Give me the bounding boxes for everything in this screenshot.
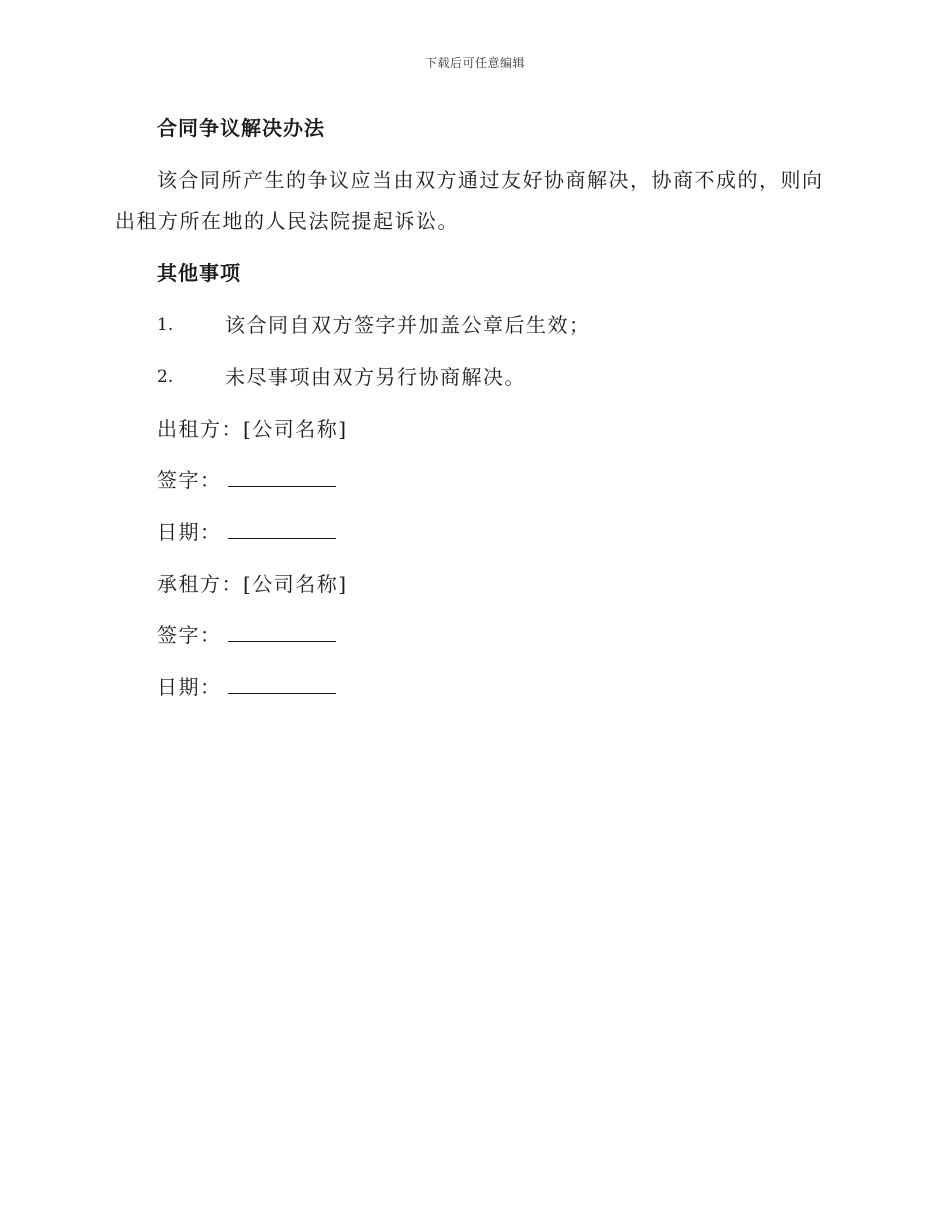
lessor-signature-row [157,466,336,494]
lessor-date-label: 日期： [157,520,222,544]
header-note: 下载后可任意编辑 [424,56,525,70]
other-heading: 其他事项 [157,261,241,285]
lessee-signature-label: 签字： [157,623,222,647]
lessor-label: 出租方：[公司名称] [157,417,348,441]
lessee-signature-row [157,621,336,649]
dispute-paragraph-line-1: 该合同所产生的争议应当由双方通过友好协商解决，协商不成的，则向 [157,168,824,192]
dispute-heading: 合同争议解决办法 [157,116,325,140]
lessor-signature-blank [228,466,336,487]
lessor-date-blank [228,518,336,539]
dispute-paragraph-line-2: 出租方所在地的人民法院提起诉讼。 [115,209,459,233]
item-number-2: 2. [157,367,174,387]
lessee-signature-blank [228,621,336,642]
lessee-date-row [157,673,336,701]
lessee-date-label: 日期： [157,675,222,699]
item-number-1: 1. [157,315,174,335]
lessee-label: 承租方：[公司名称] [157,572,348,596]
lessor-date-row [157,518,336,546]
item-text-1: 该合同自双方签字并加盖公章后生效； [225,313,591,337]
item-text-2: 未尽事项由双方另行协商解决。 [225,365,526,389]
lessor-signature-label: 签字： [157,468,222,492]
lessee-date-blank [228,673,336,694]
